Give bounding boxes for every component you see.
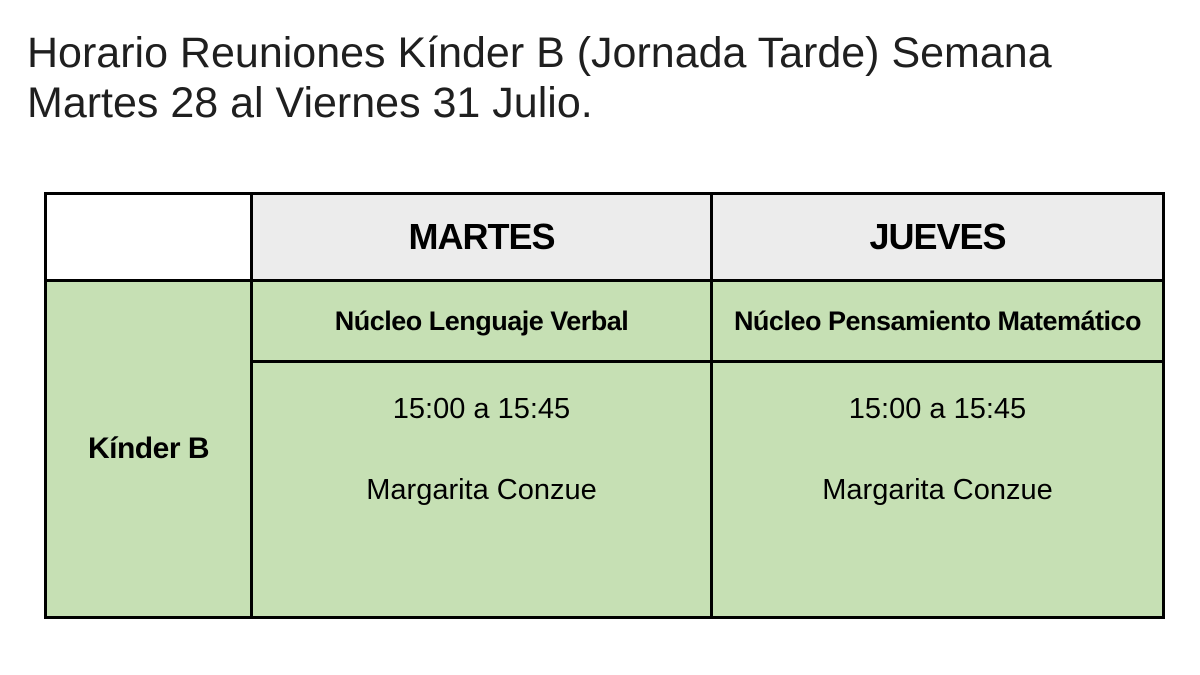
time-jueves: 15:00 a 15:45 xyxy=(848,393,1027,425)
header-row xyxy=(46,194,1164,281)
day-header-martes: MARTES xyxy=(252,194,712,281)
page-title xyxy=(27,28,1197,128)
title-line-2: Martes 28 al Viernes 31 Julio. xyxy=(27,79,593,127)
day-header-jueves: JUEVES xyxy=(712,194,1164,281)
nucleo-martes: Núcleo Lenguaje Verbal xyxy=(252,281,712,362)
corner-cell xyxy=(46,194,252,281)
detail-cell-jueves xyxy=(712,362,1164,618)
teacher-martes: Margarita Conzue xyxy=(366,474,597,506)
row-label-kinder-b: Kínder B xyxy=(46,281,252,618)
teacher-jueves: Margarita Conzue xyxy=(822,474,1053,506)
nucleo-row xyxy=(46,281,1164,362)
schedule-table xyxy=(44,192,1165,619)
title-line-1: Horario Reuniones Kínder B (Jornada Tarde) Semana xyxy=(27,29,1052,77)
time-martes: 15:00 a 15:45 xyxy=(392,393,571,425)
nucleo-jueves: Núcleo Pensamiento Matemático xyxy=(712,281,1164,362)
detail-cell-martes xyxy=(252,362,712,618)
